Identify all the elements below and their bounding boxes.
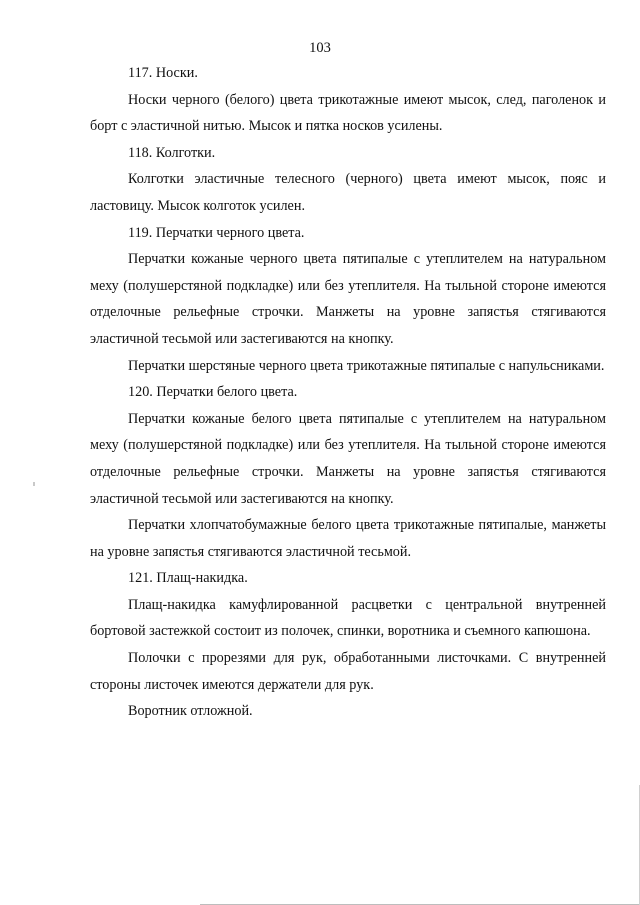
paragraph-cape-description: Плащ-накидка камуфлированной расцветки с центральной внутренней бортовой застежкой состоит из полочек, спинки, воротника и съемного капюшона. xyxy=(90,596,606,640)
paragraph-black-wool-gloves: Перчатки шерстяные черного цвета трикотажные пятипалые с напульсниками. xyxy=(128,357,605,374)
section-heading-118: 118. Колготки. xyxy=(128,144,216,161)
paragraph-socks: Носки черного (белого) цвета трикотажные имеют мысок, след, паголенок и борт с эластичной нитью. Мысок и пятка носков усилены. xyxy=(90,91,606,135)
section-heading-120: 120. Перчатки белого цвета. xyxy=(128,384,298,401)
section-heading-121: 121. Плащ-накидка. xyxy=(128,570,248,587)
scan-speck xyxy=(33,482,35,486)
paragraph-white-leather-gloves: Перчатки кожаные белого цвета пятипалые с утеплителем на натуральном меху (полушерстяной подкладке) или без утеплителя. На тыльной стороне имеются отделочные рельефные строчки. Манжеты на уровне запястья стягиваются эластичной тесьмой или застегиваются на кнопку. xyxy=(90,410,606,507)
section-heading-119: 119. Перчатки черного цвета. xyxy=(128,224,305,241)
paragraph-white-cotton-gloves: Перчатки хлопчатобумажные белого цвета трикотажные пятипалые, манжеты на уровне запястья стягиваются эластичной тесьмой. xyxy=(90,517,606,560)
paragraph-cape-collar: Воротник отложной. xyxy=(128,703,253,720)
page-number: 103 xyxy=(309,40,331,56)
paragraph-black-leather-gloves: Перчатки кожаные черного цвета пятипалые с утеплителем на натуральном меху (полушерстяной подкладке) или без утеплителя. На тыльной стороне имеются отделочные рельефные строчки. Манжеты на уровне запястья стягиваются эластичной тесьмой или застегиваются на кнопку. xyxy=(90,251,606,347)
paragraph-tights: Колготки эластичные телесного (черного) цвета имеют мысок, пояс и ластовицу. Мысок колготок усилен. xyxy=(90,171,606,214)
paragraph-cape-fronts: Полочки с прорезями для рук, обработанными листочками. С внутренней стороны листочек имеются держатели для рук. xyxy=(90,650,606,693)
section-heading-117: 117. Носки. xyxy=(128,65,198,81)
document-body xyxy=(90,60,606,725)
